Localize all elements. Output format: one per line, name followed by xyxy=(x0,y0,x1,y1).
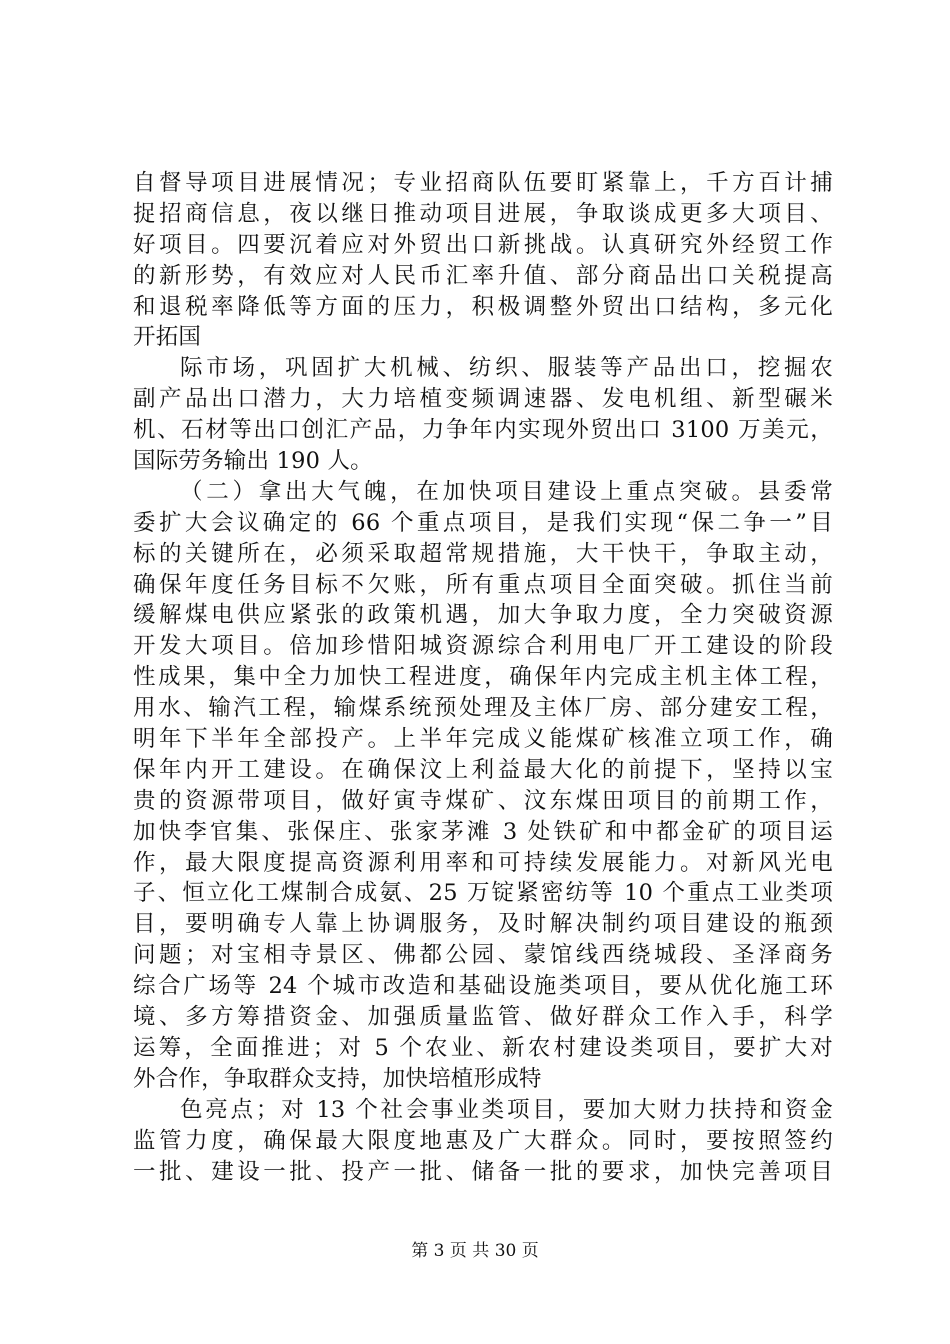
text-line: 的新形势，有效应对人民币汇率升值、部分商品出口关税提高 xyxy=(133,262,833,289)
text-line: 好项目。四要沉着应对外贸出口新挑战。认真研究外经贸工作 xyxy=(133,231,833,258)
text-line: 副产品出口潜力，大力培植变频调速器、发电机组、新型碾米 xyxy=(133,386,833,413)
text-line: 外合作，争取群众支持，加快培植形成特 xyxy=(133,1065,542,1092)
text-line: 境、多方筹措资金、加强质量监管、做好群众工作入手，科学 xyxy=(133,1004,833,1031)
text-line: 目，要明确专人靠上协调服务，及时解决制约项目建设的瓶颈 xyxy=(133,911,833,938)
text-line: （二）拿出大气魄，在加快项目建设上重点突破。县委常 xyxy=(180,478,833,505)
text-line: 和退税率降低等方面的压力，积极调整外贸出口结构，多元化 xyxy=(133,293,833,320)
text-line: 确保年度任务目标不欠账，所有重点项目全面突破。抓住当前 xyxy=(133,571,833,598)
text-line: 保年内开工建设。在确保汶上利益最大化的前提下，坚持以宝 xyxy=(133,756,833,783)
text-line: 开发大项目。倍加珍惜阳城资源综合利用电厂开工建设的阶段 xyxy=(133,633,833,660)
text-line: 贵的资源带项目，做好寅寺煤矿、汶东煤田项目的前期工作， xyxy=(133,787,833,814)
text-line: 明年下半年全部投产。上半年完成义能煤矿核准立项工作，确 xyxy=(133,726,833,753)
text-line: 缓解煤电供应紧张的政策机遇，加大争取力度，全力突破资源 xyxy=(133,602,833,629)
text-line: 际市场，巩固扩大机械、纺织、服装等产品出口，挖掘农 xyxy=(180,355,833,382)
text-line: 作，最大限度提高资源利用率和可持续发展能力。对新风光电 xyxy=(133,849,833,876)
text-line: 机、石材等出口创汇产品，力争年内实现外贸出口 3100 万美元， xyxy=(133,417,833,444)
text-line: 自督导项目进展情况；专业招商队伍要盯紧靠上，千方百计捕 xyxy=(133,170,833,196)
document-body xyxy=(133,168,833,1187)
text-line: 国际劳务输出 190 人。 xyxy=(133,448,373,475)
text-line: 色亮点；对 13 个社会事业类项目，要加大财力扶持和资金 xyxy=(180,1096,833,1123)
text-line: 运筹，全面推进；对 5 个农业、新农村建设类项目，要扩大对 xyxy=(133,1034,833,1061)
text-line: 监管力度，确保最大限度地惠及广大群众。同时，要按照签约 xyxy=(133,1127,833,1154)
text-line: 性成果，集中全力加快工程进度，确保年内完成主机主体工程， xyxy=(133,664,833,691)
text-line: 开拓国 xyxy=(133,324,202,351)
text-line: 委扩大会议确定的 66 个重点项目，是我们实现“保二争一”目 xyxy=(133,509,833,536)
text-line: 一批、建设一批、投产一批、储备一批的要求，加快完善项目 xyxy=(133,1158,833,1185)
page-number-label: 第 3 页 共 30 页 xyxy=(411,1241,539,1261)
text-line: 问题；对宝相寺景区、佛都公园、蒙馆线西绕城段、圣泽商务 xyxy=(133,942,833,969)
text-line: 用水、输汽工程，输煤系统预处理及主体厂房、部分建安工程， xyxy=(133,695,833,722)
text-line: 子、恒立化工煤制合成氨、25 万锭紧密纺等 10 个重点工业类项 xyxy=(133,880,833,907)
text-line: 加快李官集、张保庄、张家茅滩 3 处铁矿和中都金矿的项目运 xyxy=(133,818,833,845)
text-line: 综合广场等 24 个城市改造和基础设施类项目，要从优化施工环 xyxy=(133,973,833,1000)
text-line: 标的关键所在，必须采取超常规措施，大干快干，争取主动， xyxy=(133,540,833,567)
page-footer xyxy=(0,1239,950,1263)
text-line: 捉招商信息，夜以继日推动项目进展，争取谈成更多大项目、 xyxy=(133,200,833,227)
